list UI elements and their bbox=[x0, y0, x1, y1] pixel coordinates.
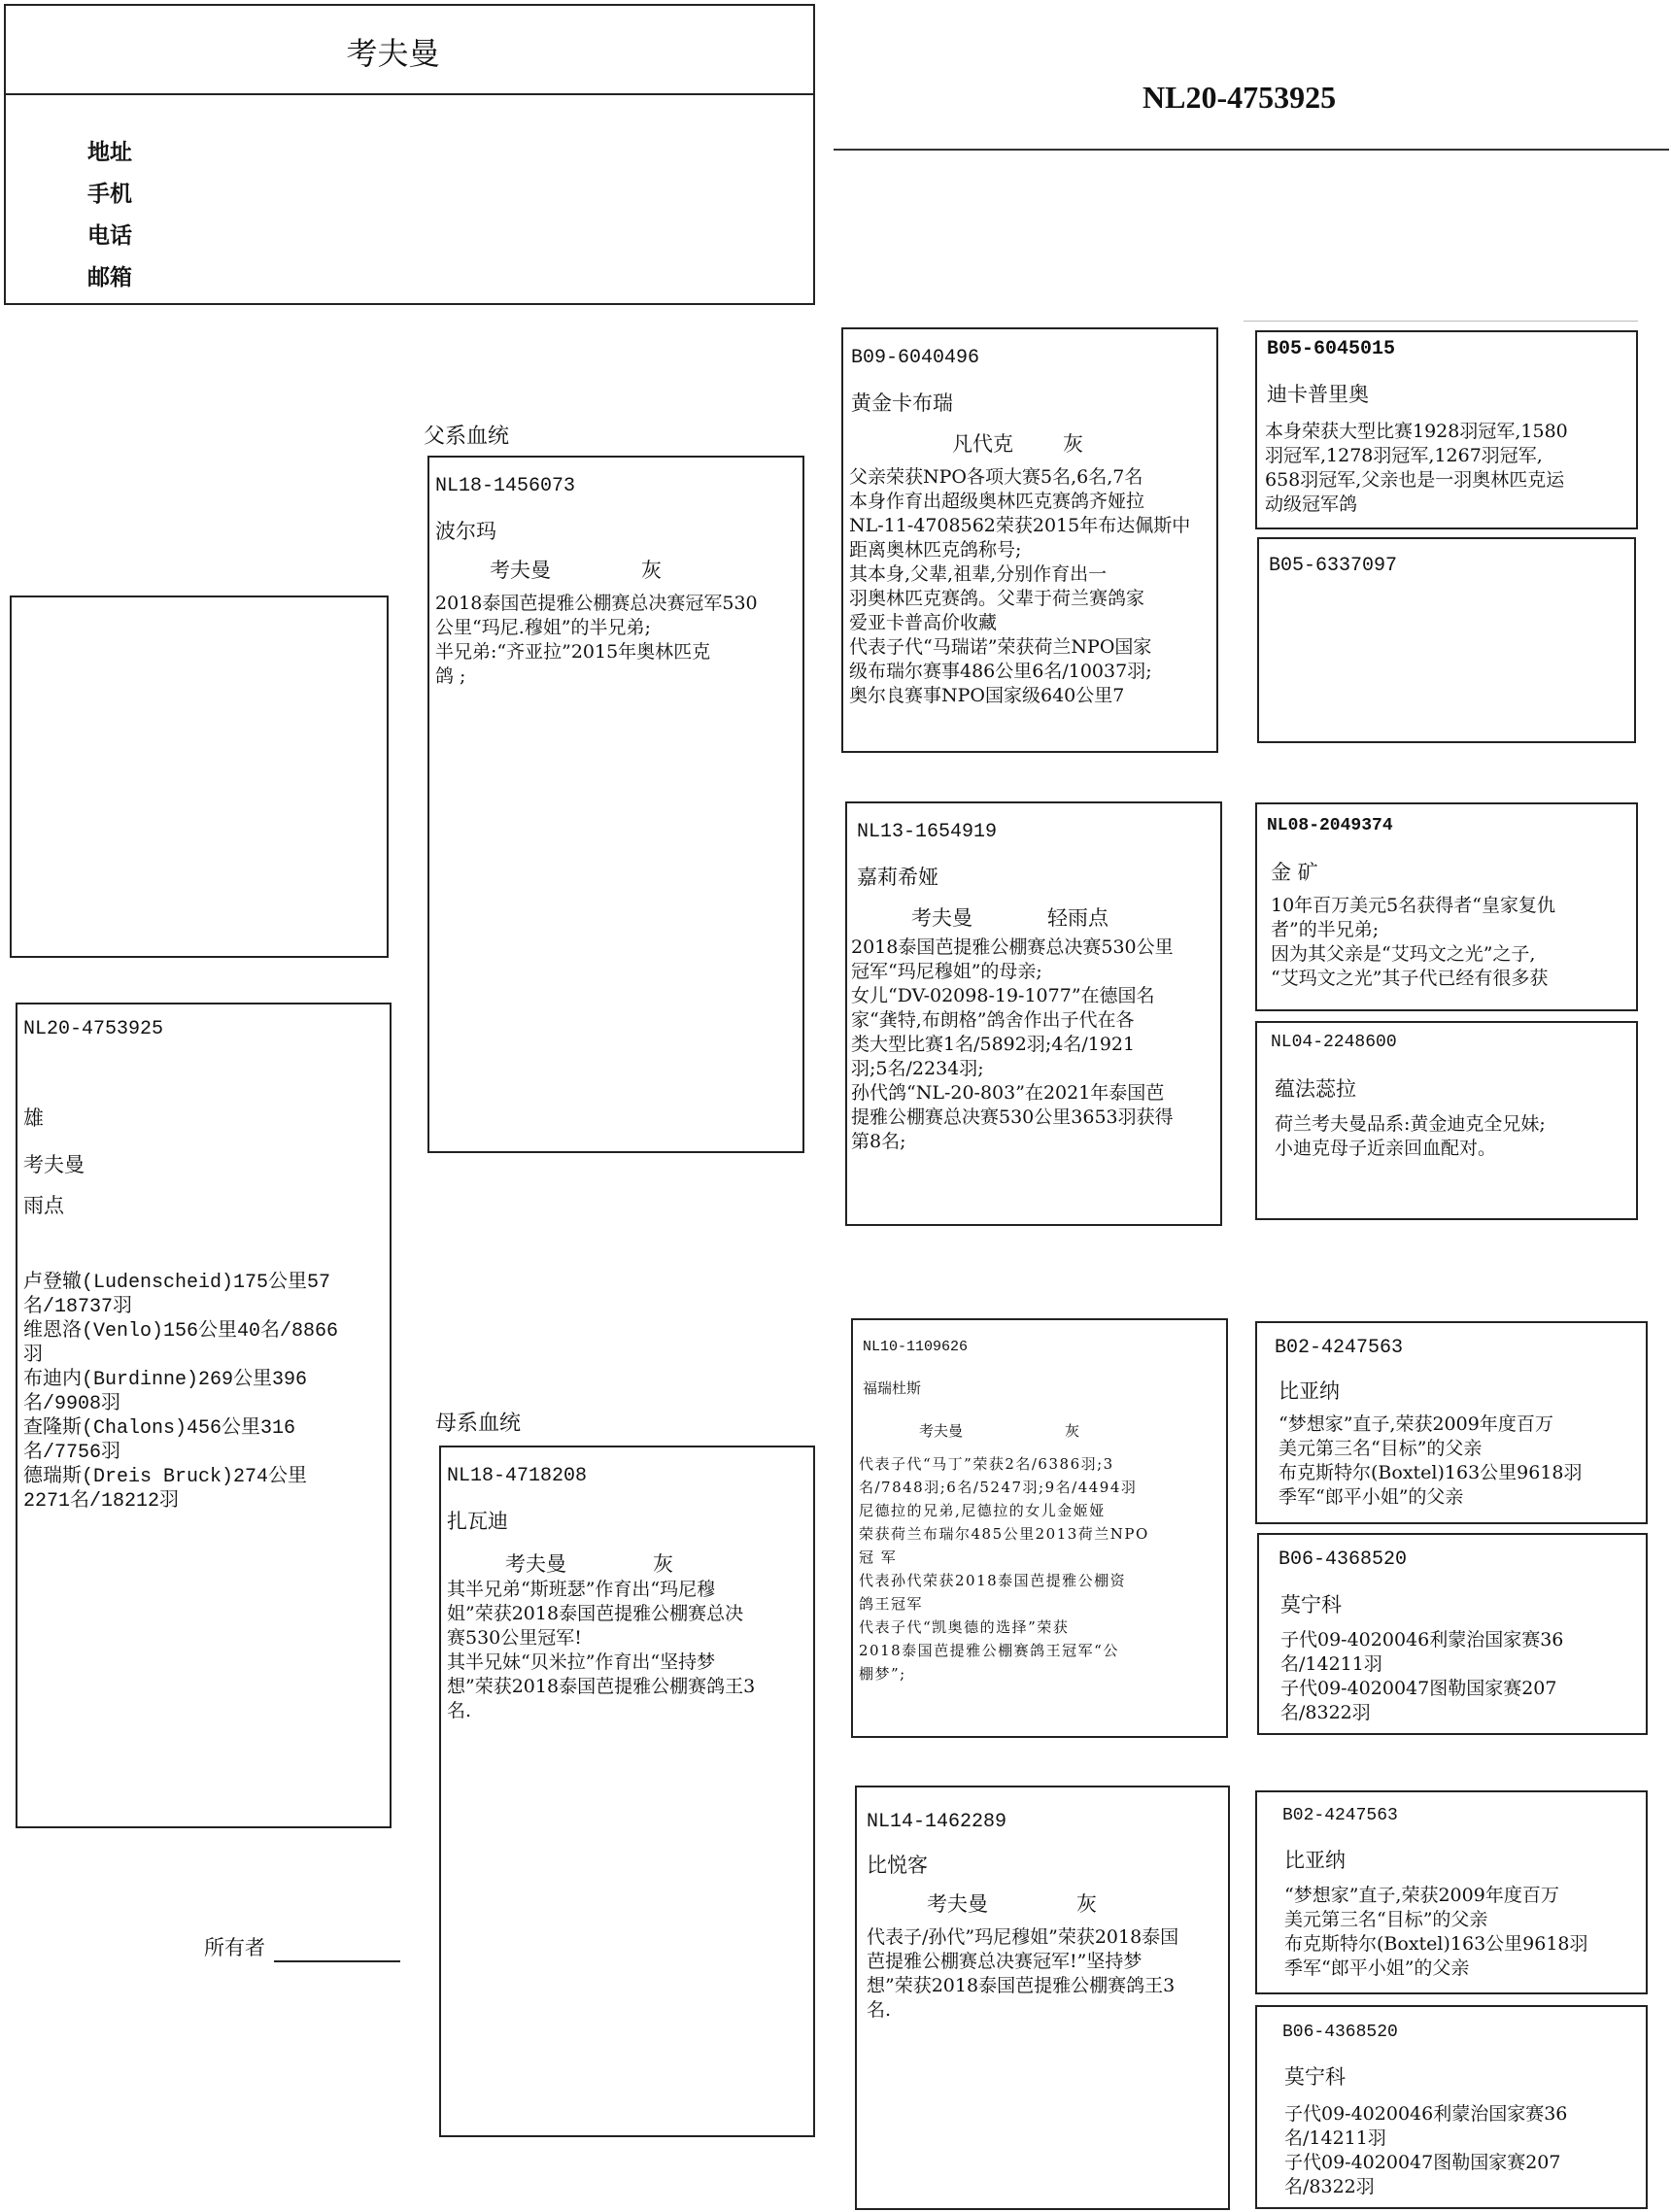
dss-description: “梦想家”直子,荣获2009年度百万 美元第三名“目标”的父亲 布克斯特尔(Boxtel)163公里9618羽 季军“郎平小姐”的父亲 bbox=[1279, 1413, 1583, 1508]
subject-color: 雨点 bbox=[23, 1194, 64, 1217]
owner-label: 所有者 bbox=[204, 1936, 265, 1959]
dam-sire-description: 代表子代“马丁”荣获2名/6386羽;3 名/7848羽;6名/5247羽;9名/4494羽 尼德拉的兄弟,尼德拉的女儿金姬娅 荣获荷兰布瑞尔485公里2013荷兰NPO 冠 军 代表孙代荣获2018泰国芭提雅公棚资 鸽王冠军 代表子代“凯奥德的选择”荣获 2018泰国芭提雅公棚赛鸽王冠军“公 棚梦”; bbox=[859, 1455, 1149, 1683]
sire-dam-sire-card bbox=[1255, 802, 1638, 1011]
dss-ring: B02-4247563 bbox=[1275, 1337, 1404, 1359]
dam-description: 其半兄弟“斯班瑟”作育出“玛尼穆 姐”荣获2018泰国芭提雅公棚赛总决 赛530公里冠军! 其半兄妹“贝米拉”作育出“坚持梦 想”荣获2018泰国芭提雅公棚赛鸽王3 名. bbox=[447, 1579, 756, 1721]
dam-color: 灰 bbox=[653, 1552, 673, 1576]
sire-strain: 考夫曼 bbox=[490, 559, 551, 582]
sire-dam-card bbox=[845, 801, 1222, 1226]
sire-sire-name: 黄金卡布瑞 bbox=[851, 391, 953, 415]
sds-ring: NL08-2049374 bbox=[1267, 816, 1393, 835]
subject-card bbox=[16, 1003, 392, 1828]
sire-dam-strain: 考夫曼 bbox=[911, 906, 972, 930]
dss-name: 比亚纳 bbox=[1279, 1379, 1340, 1403]
sdd-description: 荷兰考夫曼品系:黄金迪克全兄妹; 小迪克母子近亲回血配对。 bbox=[1275, 1113, 1546, 1159]
main-ring-underline bbox=[834, 149, 1669, 151]
dam-dam-color: 灰 bbox=[1076, 1892, 1097, 1916]
dsd-description: 子代09-4020046利蒙治国家赛36 名/14211羽 子代09-4020047图勒国家赛207 名/8322羽 bbox=[1280, 1629, 1564, 1723]
dam-dam-sire-card bbox=[1255, 1790, 1648, 1994]
dam-card bbox=[439, 1446, 815, 2137]
sdd-name: 蕴法蕊拉 bbox=[1275, 1077, 1356, 1101]
dam-sire-strain: 考夫曼 bbox=[919, 1422, 964, 1440]
ddd-ring: B06-4368520 bbox=[1282, 2023, 1398, 2042]
sire-description: 2018泰国芭提雅公棚赛总决赛冠军530 公里“玛尼.穆姐”的半兄弟; 半兄弟:“齐亚拉”2015年奥林匹克 鸽 ; bbox=[435, 593, 758, 687]
sire-sire-sire-card bbox=[1255, 330, 1638, 529]
photo-frame bbox=[10, 596, 389, 958]
sire-ring: NL18-1456073 bbox=[435, 475, 576, 497]
dam-line-label: 母系血统 bbox=[435, 1412, 522, 1436]
dsd-name: 莫宁科 bbox=[1280, 1593, 1342, 1616]
loft-title: 考夫曼 bbox=[346, 35, 440, 72]
sire-sire-dam-card bbox=[1257, 537, 1636, 743]
sdd-ring: NL04-2248600 bbox=[1271, 1033, 1397, 1052]
dam-ring: NL18-4718208 bbox=[447, 1465, 588, 1487]
top-right-line bbox=[1244, 321, 1638, 322]
subject-ring: NL20-4753925 bbox=[23, 1018, 164, 1040]
dam-name: 扎瓦迪 bbox=[447, 1510, 508, 1533]
header-divider bbox=[6, 93, 813, 95]
dam-dam-ring: NL14-1462289 bbox=[867, 1811, 1007, 1833]
ddd-description: 子代09-4020046利蒙治国家赛36 名/14211羽 子代09-4020047图勒国家赛207 名/8322羽 bbox=[1284, 2103, 1568, 2197]
address-label: 地址 bbox=[87, 140, 132, 165]
dam-sire-dam-card bbox=[1257, 1533, 1648, 1735]
email-label: 邮箱 bbox=[87, 265, 132, 290]
dam-sire-card bbox=[851, 1318, 1228, 1738]
sire-card bbox=[427, 456, 804, 1153]
dds-name: 比亚纳 bbox=[1284, 1849, 1346, 1872]
dam-strain: 考夫曼 bbox=[505, 1552, 566, 1576]
sss-description: 本身荣获大型比赛1928羽冠军,1580 羽冠军,1278羽冠军,1267羽冠军, 658羽冠军,父亲也是一羽奥林匹克运 动级冠军鸽 bbox=[1265, 421, 1568, 515]
header-box bbox=[4, 4, 815, 305]
sire-name: 波尔玛 bbox=[435, 520, 496, 543]
sss-ring: B05-6045015 bbox=[1267, 338, 1396, 360]
sire-dam-dam-card bbox=[1255, 1021, 1638, 1220]
ssd-ring: B05-6337097 bbox=[1269, 555, 1398, 577]
mobile-label: 手机 bbox=[87, 182, 132, 207]
dam-sire-ring: NL10-1109626 bbox=[863, 1339, 969, 1355]
dam-dam-card bbox=[855, 1786, 1230, 2210]
sire-sire-color: 灰 bbox=[1063, 432, 1083, 456]
sire-dam-ring: NL13-1654919 bbox=[857, 821, 998, 843]
dam-sire-name: 福瑞杜斯 bbox=[863, 1379, 922, 1397]
sire-dam-name: 嘉莉希娅 bbox=[857, 866, 938, 889]
sire-dam-color: 轻雨点 bbox=[1047, 906, 1108, 930]
sds-name: 金 矿 bbox=[1271, 861, 1318, 884]
sire-color: 灰 bbox=[641, 559, 662, 582]
subject-strain: 考夫曼 bbox=[23, 1153, 85, 1176]
sire-sire-description: 父亲荣获NPO各项大赛5名,6名,7名 本身作育出超级奥林匹克赛鸽齐娅拉 NL-11-4708562荣获2015年布达佩斯中 距离奥林匹克鸽称号; 其本身,父辈,祖辈,分别作育出一 羽奥林匹克赛鸽。父辈于荷兰赛鸽家 爱亚卡普高价收藏 代表子代“马瑞诺”荣获荷兰NPO国家 级布瑞尔赛事486公里6名/10037羽; 奥尔良赛事NPO国家级640公里7 bbox=[849, 466, 1191, 706]
owner-line[interactable] bbox=[274, 1960, 400, 1962]
dam-dam-dam-card bbox=[1255, 2005, 1648, 2209]
subject-results: 卢登辙(Ludenscheid)175公里57 名/18737羽 维恩洛(Venlo)156公里40名/8866 羽 布迪内(Burdinne)269公里396 名/9908羽 查隆斯(Chalons)456公里316 名/7756羽 德瑞斯(Dreis Bruck)274公里 2271名/18212羽 bbox=[23, 1272, 339, 1513]
dsd-ring: B06-4368520 bbox=[1279, 1548, 1408, 1571]
subject-sex: 雄 bbox=[23, 1106, 44, 1130]
sire-sire-card bbox=[841, 327, 1218, 753]
dam-sire-color: 灰 bbox=[1065, 1422, 1080, 1440]
sire-dam-description: 2018泰国芭提雅公棚赛总决赛530公里 冠军“玛尼穆姐”的母亲; 女儿“DV-02098-19-1077”在德国名 家“龚特,布朗格”鸽舍作出子代在各 类大型比赛1名/5892羽;4名/1921 羽;5名/2234羽; 孙代鸽“NL-20-803”在2021年泰国芭 提雅公棚赛总决赛530公里3653羽获得 第8名; bbox=[851, 936, 1174, 1152]
dam-sire-sire-card bbox=[1255, 1321, 1648, 1524]
sds-description: 10年百万美元5名获得者“皇家复仇 者”的半兄弟; 因为其父亲是“艾玛文之光”之子, “艾玛文之光”其子代已经有很多获 bbox=[1271, 895, 1555, 989]
dds-description: “梦想家”直子,荣获2009年度百万 美元第三名“目标”的父亲 布克斯特尔(Boxtel)163公里9618羽 季军“郎平小姐”的父亲 bbox=[1284, 1885, 1588, 1979]
phone-label: 电话 bbox=[87, 223, 132, 249]
ddd-name: 莫宁科 bbox=[1284, 2065, 1346, 2089]
dam-dam-description: 代表子/孙代”玛尼穆姐”荣获2018泰国 芭提雅公棚赛总决赛冠军!”坚持梦 想”荣获2018泰国芭提雅公棚赛鸽王3 名. bbox=[867, 1926, 1179, 2021]
main-ring-number: NL20-4753925 bbox=[1142, 80, 1337, 115]
sire-sire-strain: 凡代克 bbox=[952, 432, 1013, 456]
dam-dam-name: 比悦客 bbox=[867, 1854, 928, 1877]
sss-name: 迪卡普里奥 bbox=[1267, 383, 1369, 406]
sire-sire-ring: B09-6040496 bbox=[851, 347, 980, 369]
dam-dam-strain: 考夫曼 bbox=[927, 1892, 988, 1916]
sire-line-label: 父系血统 bbox=[424, 425, 510, 449]
dds-ring: B02-4247563 bbox=[1282, 1806, 1398, 1825]
